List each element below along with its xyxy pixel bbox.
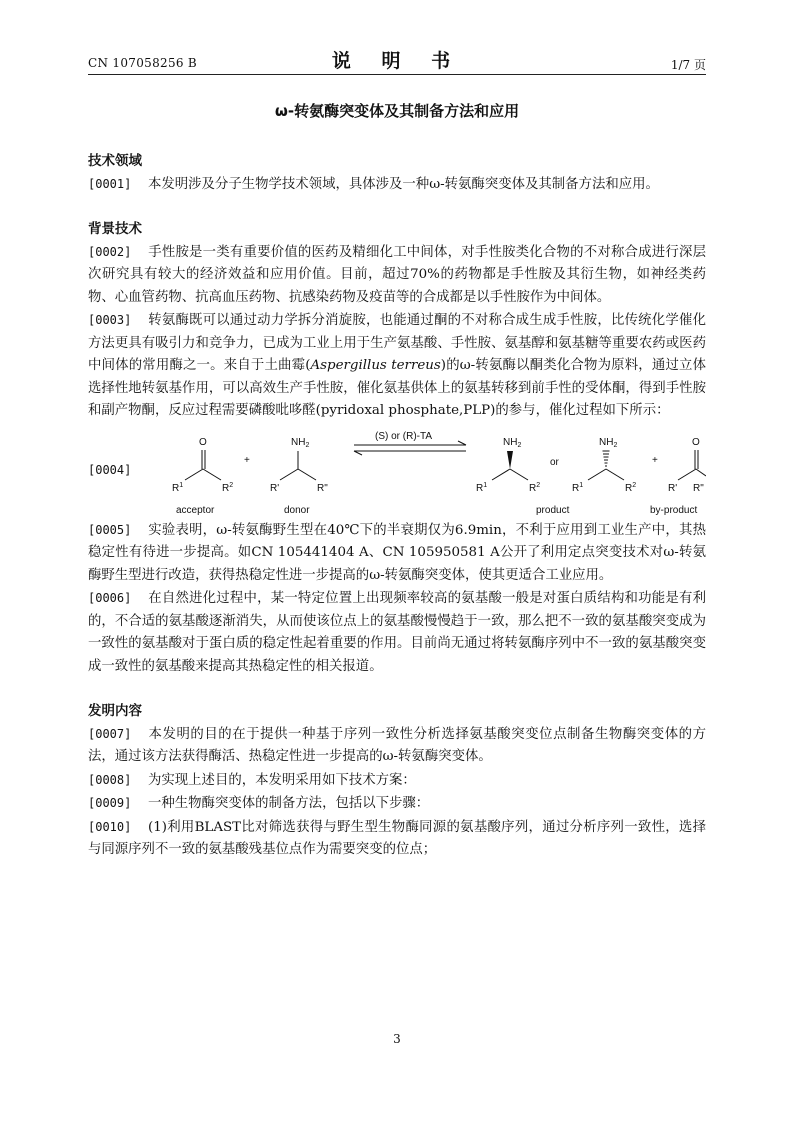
- paragraph-number: [0006]: [88, 591, 132, 605]
- arrow-label: (S) or (R)-TA: [375, 430, 433, 442]
- donor-amine: [280, 451, 316, 480]
- paragraph-text: 为实现上述目的，本发明采用如下技术方案：: [148, 772, 416, 788]
- product-s-r2: $R^2$: [529, 481, 541, 494]
- byproduct-rdoubleprime: R": [693, 482, 704, 494]
- product-s-nh2: $NH_2$: [503, 436, 522, 449]
- paragraph-text: 本发明涉及分子生物学技术领域，具体涉及一种ω-转氨酶突变体及其制备方法和应用。: [148, 176, 659, 192]
- product-r-enantiomer: [588, 469, 624, 480]
- paragraph-text: 本发明的目的在于提供一种基于序列一致性分析选择氨基酸突变位点制备生物酶突变体的方法，通过该方法获得酶活、热稳定性进一步提高的ω-转氨酶突变体。: [88, 726, 706, 764]
- paragraph-text: 实验表明，ω-转氨酶野生型在40℃下的半衰期仅为6.9min，不利于应用到工业生产中，其热稳定性有待进一步提高。如CN 105441404 A、CN 105950581 A公开了利用定点突变技术对ω-转氨酶野生型进行改造，获得热稳定性进一步提高的ω-转氨酶突变体，使其更适合工业应用。: [88, 522, 706, 583]
- product-r-nh2: $NH_2$: [599, 436, 618, 449]
- paragraph-number: [0010]: [88, 819, 132, 834]
- heading-invention: 发明内容: [88, 703, 142, 719]
- product-r-r2: $R^2$: [625, 481, 637, 494]
- paragraph-number-0004: [0004]: [88, 462, 132, 477]
- product-r-r1: $R^1$: [572, 481, 584, 494]
- heading-background: 背景技术: [88, 221, 142, 237]
- heading-technical-field: 技术领域: [88, 153, 142, 169]
- product-s-enantiomer: [492, 469, 528, 480]
- caption-product: product: [536, 504, 570, 516]
- equilibrium-arrows: [354, 441, 466, 455]
- paragraph-text: 在自然进化过程中，某一特定位置上出现频率较高的氨基酸一般是对蛋白质结构和功能是有利的，不合适的氨基酸逐渐消失，从而使该位点上的氨基酸慢慢趋于一致，那么把不一致的氨基酸突变成为一致性的氨基酸对于蛋白质的稳定性起着重要的作用。目前尚无通过将转氨酶序列中不一致的氨基酸突变成一致性的氨基酸来提高其热稳定性的相关报道。: [88, 591, 706, 674]
- acceptor-oxygen: O: [199, 436, 207, 448]
- paragraph-0010: [88, 816, 706, 862]
- product-s-r1: $R^1$: [476, 481, 488, 494]
- paragraph-text: 一种生物酶突变体的制备方法，包括以下步骤：: [148, 796, 430, 811]
- plus-sign-2: +: [652, 454, 658, 466]
- or-label: or: [550, 456, 559, 468]
- acceptor-ketone: [185, 450, 221, 480]
- paragraph-0001: [88, 173, 706, 197]
- hash-bond: [603, 451, 610, 466]
- paragraph-0006: [88, 587, 706, 678]
- header-section-title: 说 明 书: [331, 50, 463, 72]
- paragraph-number: [0008]: [88, 772, 132, 787]
- caption-acceptor: acceptor: [176, 504, 215, 516]
- paragraph-number: [0007]: [88, 726, 132, 741]
- byproduct-rprime: R': [668, 482, 678, 494]
- paragraph-number: [0002]: [88, 244, 132, 259]
- donor-rdoubleprime: R": [317, 482, 328, 494]
- paragraph-0009: [88, 792, 706, 816]
- byproduct-ketone: [678, 450, 706, 480]
- reaction-scheme: [88, 425, 706, 517]
- plus-sign-1: +: [244, 454, 250, 466]
- caption-donor: donor: [284, 504, 310, 516]
- header-rule: [88, 74, 706, 75]
- paragraph-0007: [88, 723, 706, 769]
- paragraph-0008: [88, 769, 706, 793]
- reaction-scheme-drawing: [140, 425, 706, 517]
- species-name: Aspergillus terreus: [310, 358, 441, 373]
- paragraph-0002: [88, 241, 706, 310]
- paragraph-text: 转氨酶既可以通过动力学拆分消旋胺，也能通过酮的不对称合成生成手性胺，比传统化学催化方法更具有吸引力和竞争力，已成为工业上用于生产氨基酸、手性胺、氨基醇和氨基糖等重要农药或医药中间体的常用酶之一。来自于土曲霉(: [88, 313, 706, 373]
- paragraph-0003: [88, 309, 706, 423]
- paragraph-number: [0005]: [88, 522, 132, 537]
- paragraph-text: (1)利用BLAST比对筛选获得与野生型生物酶同源的氨基酸序列，通过分析序列一致性，选择与同源序列不一致的氨基酸残基位点作为需要突变的位点；: [88, 819, 706, 857]
- paragraph-number: [0009]: [88, 796, 132, 810]
- document-body: [88, 150, 706, 862]
- acceptor-r1: $R^1$: [172, 481, 184, 494]
- header-doc-number: CN 107058256 B: [88, 56, 198, 70]
- wedge-bond: [507, 451, 513, 469]
- paragraph-0005: [88, 519, 706, 588]
- header-page-info: 1/7 页: [670, 58, 706, 72]
- paragraph-text: 手性胺是一类有重要价值的医药及精细化工中间体，对手性胺类化合物的不对称合成进行深层次研究具有较大的经济效益和应用价值。目前，超过70%的药物都是手性胺及其衍生物，如神经类药物、心血管药物、抗高血压药物、抗感染药物及疫苗等的合成都是以手性胺作为中间体。: [88, 244, 706, 305]
- caption-byproduct: by-product: [650, 504, 698, 516]
- byproduct-oxygen: O: [692, 436, 700, 448]
- paragraph-text-cont: )的ω-转氨酶以酮类化合物为原料，通过立体选择性地转氨基作用，可以高效生产手性胺，催化氨基供体上的氨基转移到前手性的受体酮，得到手性胺和副产物酮，反应过程需要磷酸吡哆醛(pyridoxal phosphate,PLP)的参与，催化过程如下所示：: [88, 358, 707, 418]
- donor-nh2: $NH_2$: [291, 436, 310, 449]
- document-title: ω-转氨酶突变体及其制备方法和应用: [274, 102, 520, 120]
- donor-rprime: R': [270, 482, 280, 494]
- page-number: 3: [393, 1032, 401, 1046]
- acceptor-r2: $R^2$: [222, 481, 234, 494]
- paragraph-number: [0001]: [88, 176, 132, 191]
- paragraph-number: [0003]: [88, 313, 132, 327]
